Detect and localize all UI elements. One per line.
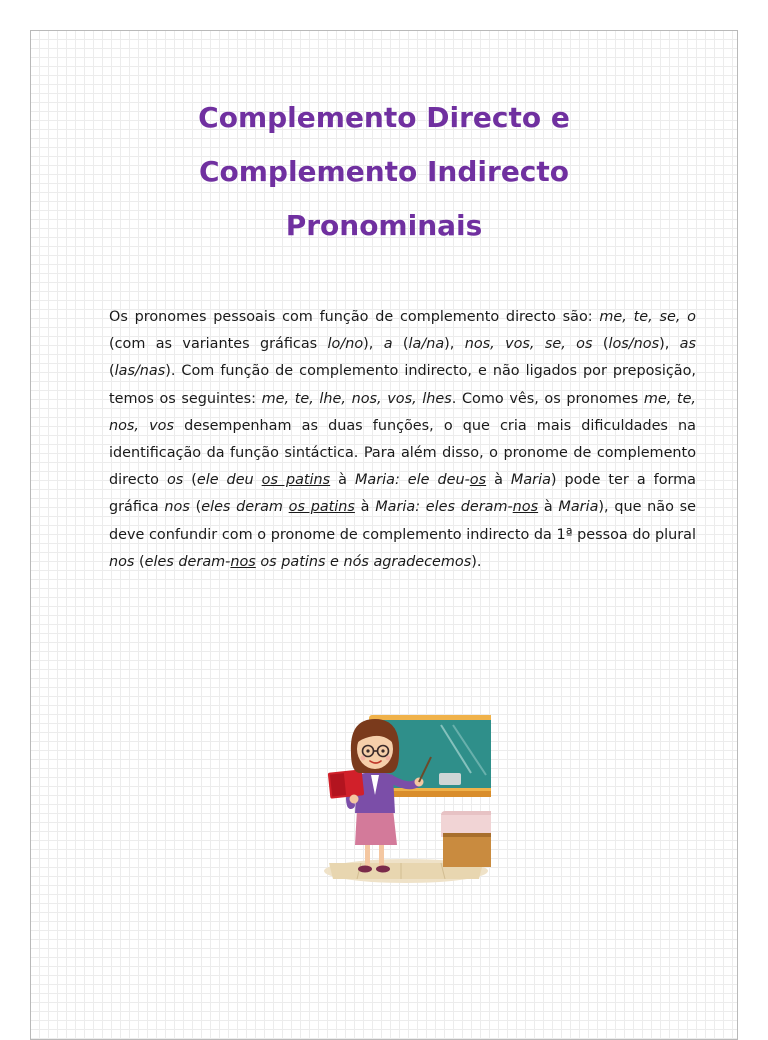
- paragraph-text: à: [486, 472, 511, 489]
- pronoun-example: me, te, lhe, nos, vos, lhes: [261, 390, 452, 407]
- pronoun-example: os: [166, 472, 184, 489]
- sentence-example: Maria: [510, 472, 551, 489]
- paragraph-text: ),: [659, 336, 680, 353]
- pronoun-example: lo/no: [327, 336, 364, 353]
- title-line-3: Pronominais: [285, 209, 483, 242]
- pronoun-example: nos: [109, 553, 135, 570]
- pronoun-example: nos, vos, se, os: [464, 336, 593, 353]
- sentence-example: Maria: [558, 499, 599, 516]
- title-line-2: Complemento Indirecto: [198, 155, 570, 188]
- body-paragraph: [109, 304, 696, 576]
- sentence-example: ele deu: [196, 472, 262, 489]
- pronoun-example: a: [383, 336, 393, 353]
- paragraph-text: à: [330, 472, 355, 489]
- document-page: [30, 30, 738, 1040]
- pronoun-example: las/nas: [114, 363, 166, 380]
- title-line-1: Complemento Directo e: [198, 101, 570, 134]
- paragraph-text: ), que não se deve confundir com o pronome de complemento indirecto da 1ª pessoa do plural: [109, 499, 697, 543]
- paragraph-text: desempenham as duas funções, o que cria mais dificuldades na identificação da função sintáctica. Para além disso, o pronome de complemento directo: [109, 417, 696, 489]
- paragraph-text: (com as variantes gráficas: [109, 336, 328, 353]
- document-title: [31, 91, 737, 253]
- pronoun-example: nos: [164, 499, 190, 516]
- sentence-example: os patins e nós agradecemos: [255, 553, 472, 570]
- paragraph-text: ),: [444, 336, 465, 353]
- sentence-example-underlined: os: [469, 472, 487, 489]
- sentence-example-underlined: os patins: [261, 472, 331, 489]
- sentence-example: eles deram-: [144, 553, 231, 570]
- pronoun-example: la/na: [408, 336, 445, 353]
- paragraph-text: (: [592, 336, 609, 353]
- paragraph-text: à: [538, 499, 559, 516]
- pronoun-example: me, te, nos, vos: [109, 390, 697, 434]
- sentence-example: eles deram: [201, 499, 289, 516]
- desk: [441, 811, 491, 867]
- paragraph-text: ),: [363, 336, 384, 353]
- pronoun-example: me, te, se, o: [599, 309, 696, 325]
- paragraph-text: (: [109, 363, 115, 380]
- teacher-at-chalkboard-icon: [321, 713, 491, 885]
- paragraph-text: Os pronomes pessoais com função de complemento directo são:: [109, 309, 600, 325]
- paragraph-text: ) pode ter a forma gráfica: [109, 472, 696, 516]
- paragraph-text: . Como vês, os pronomes: [451, 390, 644, 407]
- pronoun-example: as: [679, 336, 696, 353]
- sentence-example-underlined: nos: [512, 499, 539, 516]
- paragraph-text: (: [189, 499, 202, 516]
- sentence-example: Maria: ele deu-: [354, 472, 470, 489]
- paragraph-text: (: [183, 472, 197, 489]
- paragraph-text: (: [134, 553, 145, 570]
- paragraph-text: à: [354, 499, 376, 516]
- sentence-example-underlined: os patins: [288, 499, 355, 516]
- sentence-example: Maria: eles deram-: [375, 499, 513, 516]
- paragraph-text: ).: [471, 553, 482, 570]
- pronoun-example: los/nos: [608, 336, 660, 353]
- paragraph-text: ). Com função de complemento indirecto, e não ligados por preposição, temos os seguintes:: [109, 363, 696, 407]
- sentence-example-underlined: nos: [230, 553, 256, 570]
- paragraph-text: (: [392, 336, 409, 353]
